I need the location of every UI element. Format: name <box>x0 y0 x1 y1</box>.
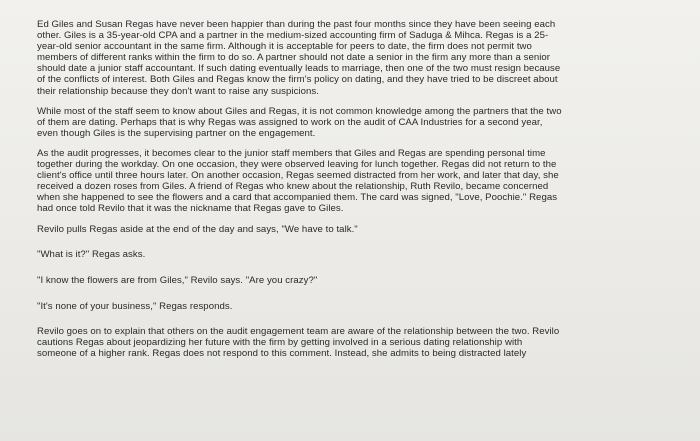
text-line: when she happened to see the flowers and a card that accompanied them. The card was signed, "Love, Poochie." Regas <box>37 192 558 204</box>
text-line: their relationship because they don't want to raise any suspicions. <box>37 85 319 97</box>
text-line: "I know the flowers are from Giles," Revilo says. "Are you crazy?" <box>37 274 318 286</box>
text-line: year-old senior accountant in the same firm. Although it is acceptable for peers to date, the firm does not permit two <box>37 41 532 53</box>
text-line: someone of a higher rank. Regas does not respond to this comment. Instead, she admits to being distracted lately <box>37 348 527 360</box>
text-line: client's office until three hours later. On another occasion, Regas seemed distracted from her work, and later that day, she <box>37 170 559 182</box>
paragraph-6 <box>37 275 670 286</box>
paragraph-3 <box>37 148 670 215</box>
text-line: had once told Revilo that it was the nickname that Regas gave to Giles. <box>37 203 344 215</box>
text-line: other. Giles is a 35-year-old CPA and a partner in the medium-sized accounting firm of Saduga & Mihca. Regas is a 25- <box>37 30 549 42</box>
text-line: While most of the staff seem to know about Giles and Regas, it is not common knowledge among the partners that the two <box>37 105 562 117</box>
text-line: "It's none of your business," Regas responds. <box>37 300 233 312</box>
text-line: members of different ranks within the firm to do so. A partner should not date a senior in the firm any more than a senior <box>37 52 551 64</box>
text-line: together during the workday. On one occasion, they were observed leaving for lunch together. Regas did not return to the <box>37 159 557 171</box>
text-line: should date a junior staff accountant. If such dating eventually leads to marriage, then one of the two must resign because <box>37 63 561 75</box>
paragraph-5 <box>37 249 670 260</box>
text-line: "What is it?" Regas asks. <box>37 249 146 261</box>
text-line: Revilo goes on to explain that others on the audit engagement team are aware of the relationship between the two. Revilo <box>37 326 560 338</box>
paragraph-8 <box>37 326 670 359</box>
paragraph-4 <box>37 224 670 235</box>
paragraph-7 <box>37 301 670 312</box>
text-line: cautions Regas about jeopardizing her future with the firm by getting involved in a serious dating relationship with <box>37 337 523 349</box>
text-line: of them are dating. Perhaps that is why Regas was assigned to work on the audit of CAA Industries for a second year, <box>37 116 543 128</box>
text-line: Revilo pulls Regas aside at the end of the day and says, "We have to talk." <box>37 223 358 235</box>
paragraph-1 <box>37 19 670 97</box>
text-line: Ed Giles and Susan Regas have never been happier than during the past four months since they have been seeing each <box>37 19 556 30</box>
paragraph-2 <box>37 106 670 139</box>
text-line: As the audit progresses, it becomes clear to the junior staff members that Giles and Regas are spending personal time <box>37 147 546 159</box>
text-line: received a dozen roses from Giles. A friend of Regas who knew about the relationship, Ruth Revilo, became concerned <box>37 181 549 193</box>
text-line: of the conflicts of interest. Both Giles and Regas know the firm's policy on dating, and they have tried to be discreet about <box>37 74 558 86</box>
text-line: even though Giles is the supervising partner on the engagement. <box>37 127 316 139</box>
